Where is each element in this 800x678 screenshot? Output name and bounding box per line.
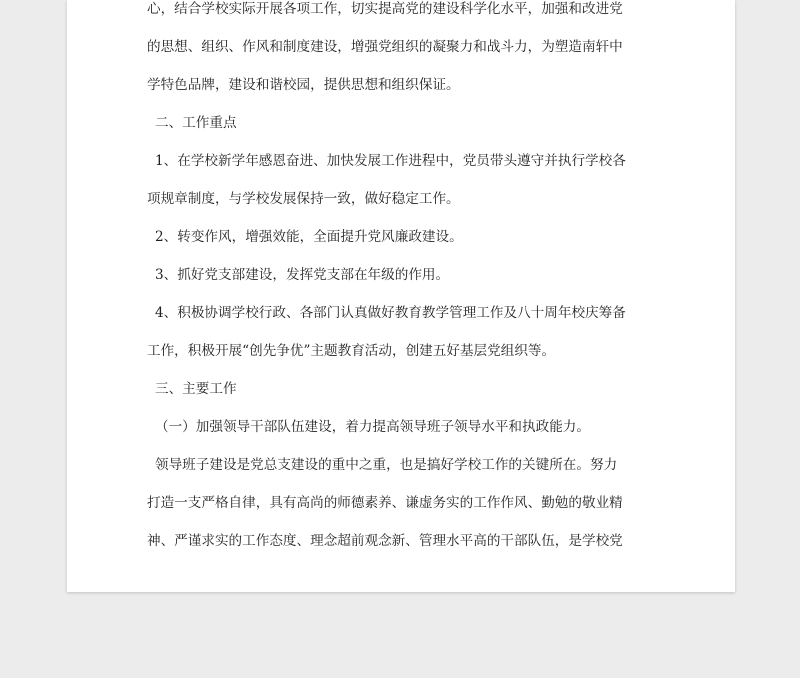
document-page (67, 0, 735, 592)
text-line: 神、严谨求实的工作态度、理念超前观念新、管理水平高的干部队伍，是学校党 (147, 533, 623, 549)
text-line: 工作，积极开展“创先争优”主题教育活动，创建五好基层党组织等。 (147, 343, 556, 359)
section-heading: 二、工作重点 (155, 115, 237, 131)
text-line: 的思想、组织、作风和制度建设，增强党组织的凝聚力和战斗力，为塑造南轩中 (147, 39, 623, 55)
text-line: 学特色品牌，建设和谐校园，提供思想和组织保证。 (147, 77, 460, 93)
text-line: 打造一支严格自律，具有高尚的师德素养、谦虚务实的工作作风、勤勉的敬业精 (147, 495, 623, 511)
text-line: 领导班子建设是党总支建设的重中之重，也是搞好学校工作的关键所在。努力 (155, 457, 618, 473)
text-line: 项规章制度，与学校发展保持一致，做好稳定工作。 (147, 191, 460, 207)
text-line: 4、积极协调学校行政、各部门认真做好教育教学管理工作及八十周年校庆筹备 (155, 305, 626, 321)
subsection-heading: （一）加强领导干部队伍建设，着力提高领导班子领导水平和执政能力。 (155, 419, 590, 435)
text-line: 心，结合学校实际开展各项工作，切实提高党的建设科学化水平，加强和改进党 (147, 1, 623, 17)
text-line: 1、在学校新学年感恩奋进、加快发展工作进程中，党员带头遵守并执行学校各 (155, 153, 626, 169)
section-heading: 三、主要工作 (155, 381, 237, 397)
text-line: 3、抓好党支部建设，发挥党支部在年级的作用。 (155, 267, 450, 283)
text-line: 2、转变作风，增强效能，全面提升党风廉政建设。 (155, 229, 463, 245)
